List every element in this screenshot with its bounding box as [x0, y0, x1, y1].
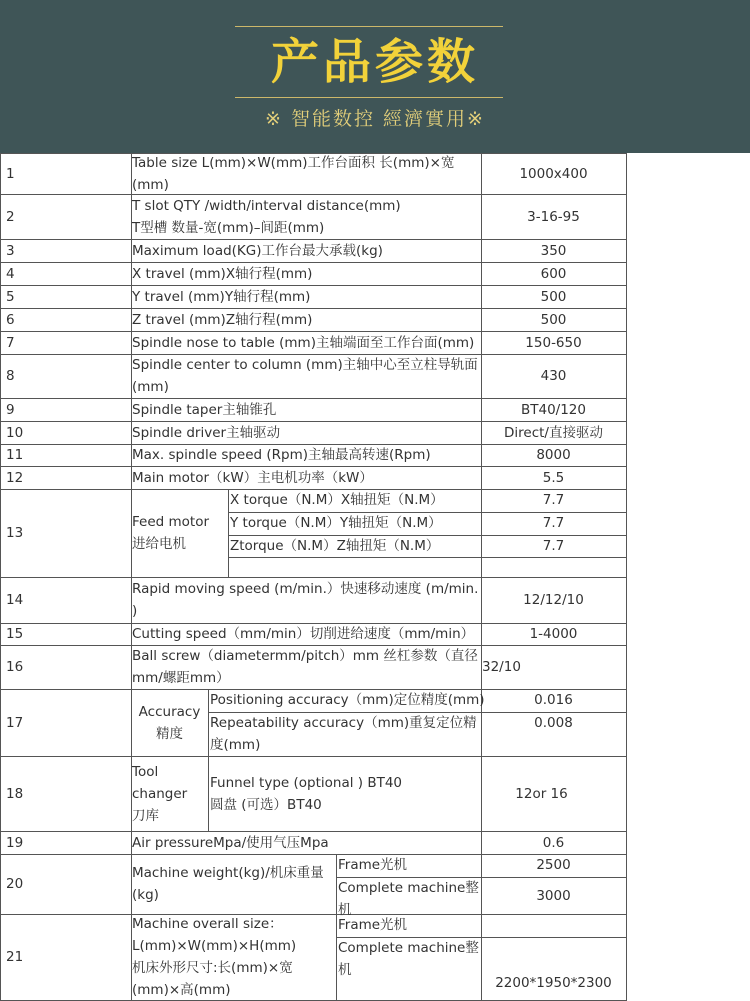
row-value: 350: [540, 242, 567, 259]
row-label: Feed motor: [132, 514, 210, 530]
sub-label: X torque（N.M）X轴扭矩（N.M）: [230, 492, 444, 508]
sub-label: Y torque（N.M）Y轴扭矩（N.M）: [230, 515, 442, 531]
row-number: 3: [6, 242, 15, 259]
table-rule: [228, 557, 627, 558]
row-label: X travel (mm)X轴行程(mm): [132, 265, 313, 282]
sub-label: Repeatability accuracy（mm)重复定位精: [210, 715, 477, 731]
row-label: (mm)×高(mm): [132, 982, 231, 998]
row-value: 500: [540, 288, 567, 305]
row-label: Spindle driver主轴驱动: [132, 424, 281, 441]
row-value: 3-16-95: [527, 208, 580, 225]
row-value: 430: [540, 368, 567, 384]
table-rule: [0, 153, 1, 1000]
row-number: 2: [6, 208, 15, 225]
row-number: 16: [6, 659, 24, 675]
row-label: Z travel (mm)Z轴行程(mm): [132, 311, 313, 328]
row-value: 0.016: [534, 692, 573, 708]
row-value: 7.7: [542, 515, 565, 531]
row-label: Spindle taper主轴锥孔: [132, 401, 277, 418]
row-label: Main motor（kW）主电机功率（kW）: [132, 469, 373, 486]
row-number: 17: [6, 714, 24, 731]
sub-label: Funnel type (optional ) BT40: [210, 774, 403, 791]
row-value: 3000: [536, 887, 571, 904]
row-label: Spindle center to column (mm)主轴中心至立柱导轨面: [132, 357, 478, 373]
table-rule: [228, 489, 229, 577]
row-label: Machine weight(kg)/机床重量: [132, 865, 324, 881]
row-label: Table size L(mm)×W(mm)工作台面积 长(mm)×宽: [132, 154, 455, 171]
table-rule: [336, 854, 337, 914]
row-value: 500: [540, 311, 567, 328]
sub-label: Positioning accuracy（mm)定位精度(mm): [210, 692, 485, 708]
row-label: 机床外形尺寸:长(mm)×宽: [132, 960, 293, 976]
row-value: 8000: [536, 447, 571, 463]
row-value: 12or 16: [515, 785, 568, 802]
spec-table: [0, 153, 750, 1000]
row-value: 7.7: [542, 492, 565, 508]
row-number: 11: [6, 447, 24, 463]
row-label: T slot QTY /width/interval distance(mm): [132, 197, 401, 214]
row-label: (mm): [132, 379, 169, 395]
row-number: 5: [6, 288, 15, 305]
row-label: Cutting speed（mm/min）切削进给速度（mm/min）: [132, 626, 475, 642]
page-title: 产品参数: [270, 34, 479, 90]
row-label: changer: [132, 785, 188, 802]
row-number: 21: [6, 949, 24, 965]
table-rule: [336, 914, 337, 1000]
row-number: 20: [6, 876, 24, 892]
row-value: 7.7: [542, 538, 565, 554]
row-number: 18: [6, 785, 24, 802]
sub-label: Frame光机: [338, 917, 408, 933]
row-label: 精度: [156, 725, 183, 742]
row-value: Direct/直接驱动: [504, 424, 603, 441]
row-label: Ball screw（diametermm/pitch）mm 丝杠参数（直径: [132, 648, 478, 664]
row-label: Tool: [132, 763, 159, 780]
row-value: 600: [540, 265, 567, 282]
page-subtitle: ※ 智能数控 經濟實用※: [265, 108, 485, 130]
row-label: 刀库: [132, 807, 159, 824]
row-number: 4: [6, 265, 15, 282]
row-label: Rapid moving speed (m/min.）快速移动速度 (m/min.: [132, 581, 479, 597]
sub-label: 度(mm): [210, 737, 261, 753]
row-label: 进给电机: [132, 536, 186, 552]
row-number: 12: [6, 469, 24, 486]
row-value: 2200*1950*2300: [495, 975, 612, 991]
row-label: T型槽 数量-宽(mm)–间距(mm): [132, 219, 325, 236]
row-number: 13: [6, 525, 24, 541]
row-value: 5.5: [542, 469, 565, 486]
row-value: 12/12/10: [523, 592, 584, 608]
row-label: (mm): [132, 176, 169, 193]
sub-label: Complete machine整: [338, 940, 479, 956]
sub-label: 机: [338, 962, 352, 978]
row-label: Maximum load(KG)工作台最大承载(kg): [132, 242, 383, 259]
table-rule: [208, 756, 209, 831]
row-value: 2500: [536, 857, 571, 873]
row-value: 1-4000: [529, 626, 578, 642]
row-value: 32/10: [482, 659, 521, 675]
row-number: 7: [6, 334, 15, 351]
row-number: 14: [6, 592, 24, 608]
sub-label: Complete machine整: [338, 880, 479, 896]
table-rule: [0, 756, 627, 757]
row-label: Machine overall size：: [132, 916, 283, 932]
row-number: 19: [6, 834, 24, 851]
sub-label: Ztorque（N.M）Z轴扭矩（N.M）: [230, 538, 440, 554]
row-label: Max. spindle speed (Rpm)主轴最高转速(Rpm): [132, 447, 431, 463]
table-rule: [626, 153, 627, 1000]
row-number: 8: [6, 368, 15, 384]
row-label: L(mm)×W(mm)×H(mm): [132, 938, 297, 954]
row-number: 10: [6, 424, 24, 441]
sub-label: 机: [338, 902, 352, 918]
sub-label: 圆盘 (可选）BT40: [210, 796, 322, 813]
row-label: Spindle nose to table (mm)主轴端面至工作台面(mm): [132, 334, 475, 351]
row-number: 9: [6, 401, 15, 418]
row-label: Y travel (mm)Y轴行程(mm): [132, 288, 311, 305]
row-label: Accuracy: [138, 703, 201, 720]
row-label: Air pressureMpa/使用气压Mpa: [132, 834, 329, 851]
row-value: 1000x400: [519, 165, 588, 182]
row-value: 150-650: [525, 334, 582, 351]
row-value: BT40/120: [520, 401, 586, 418]
banner-rule-bottom: [235, 97, 503, 98]
row-number: 1: [6, 165, 15, 182]
row-label: (kg): [132, 887, 159, 903]
table-rule: [208, 689, 209, 756]
sub-label: Frame光机: [338, 857, 408, 873]
row-label: mm/螺距mm）: [132, 670, 230, 686]
table-rule: [0, 914, 627, 915]
row-value: 0.008: [534, 715, 573, 731]
header-banner: [0, 0, 750, 153]
row-label: ): [132, 603, 138, 619]
row-number: 6: [6, 311, 15, 328]
row-number: 15: [6, 626, 24, 642]
banner-rule-top: [235, 26, 503, 27]
row-value: 0.6: [542, 834, 565, 851]
